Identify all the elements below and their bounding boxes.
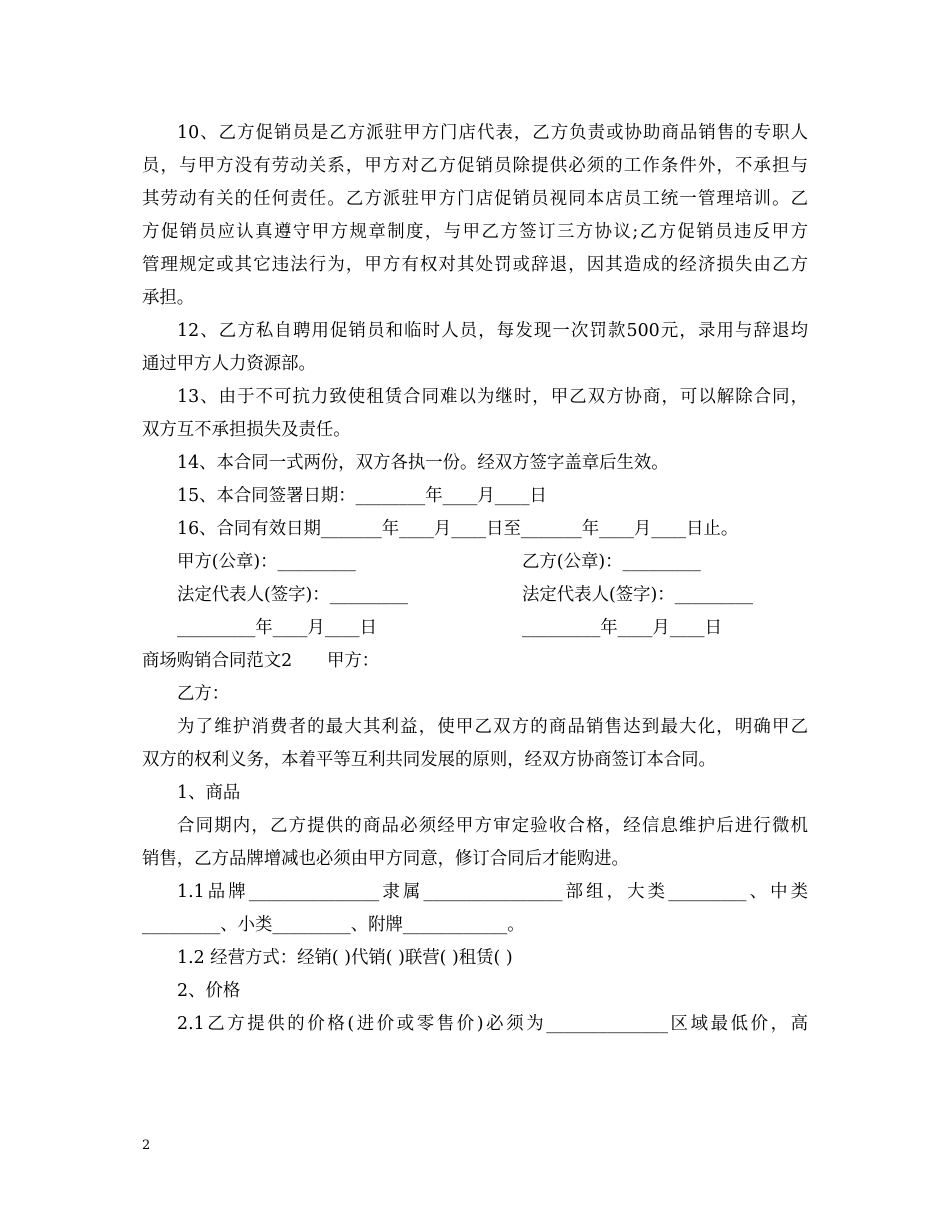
text-line: 12、乙方私自聘用促销员和临时人员，每发现一次罚款500元，录用与辞退均 [177,321,808,341]
legal-rep-b: 法定代表人(签字)：_________ [522,585,753,605]
text-line: 10、乙方促销员是乙方派驻甲方门店代表，乙方负责或协助商品销售的专职人 [177,123,808,143]
text-line: 通过甲方人力资源部。 [142,354,316,374]
text-line: 双方的权利义务，本着平等互利共同发展的原则，经双方协商签订本合同。 [142,750,716,770]
text-line: 管理规定或其它违法行为，甲方有权对其处罚或辞退，因其造成的经济损失由乙方 [142,255,808,275]
text-line: 1.2 经营方式：经销( )代销( )联营( )租赁( ) [177,948,513,968]
text-line: 14、本合同一式两份，双方各执一份。经双方签字盖章后生效。 [177,453,669,473]
text-line: 16、合同有效日期_______年____月____日至_______年____月____日止。 [177,519,739,539]
text-line: _________、小类_________、附牌____________。 [142,915,525,935]
text-line: 合同期内，乙方提供的商品必须经甲方审定验收合格，经信息维护后进行微机 [177,816,808,836]
text-line: 为了维护消费者的最大其利益，使甲乙双方的商品销售达到最大化，明确甲乙 [177,717,808,737]
date-b: _________年____月____日 [522,618,722,638]
clause-heading: 1、商品 [177,783,241,803]
signature-party-a: 甲方(公章)：_________ [177,552,356,572]
section-title: 商场购销合同范文2 甲方： [142,651,380,671]
text-line: 2.1乙方提供的价格(进价或零售价)必须为______________区域最低价，高 [177,1014,808,1034]
text-line: 方促销员应认真遵守甲方规章制度，与甲乙方签订三方协议;乙方促销员违反甲方 [142,222,808,242]
legal-rep-a: 法定代表人(签字)：_________ [177,585,408,605]
clause-heading: 2、价格 [177,981,241,1001]
text-line: 双方互不承担损失及责任。 [142,420,351,440]
text-line: 承担。 [142,288,195,308]
text-line: 13、由于不可抗力致使租赁合同难以为继时，甲乙双方协商，可以解除合同， [177,387,808,407]
text-line: 员，与甲方没有劳动关系，甲方对乙方促销员除提供必须的工作条件外，不承担与 [142,156,808,176]
text-line: 其劳动有关的任何责任。乙方派驻甲方门店促销员视同本店员工统一管理培训。乙 [142,189,808,209]
text-line: 乙方： [177,684,230,704]
page-number: 2 [142,1138,151,1153]
signature-party-b: 乙方(公章)：_________ [522,552,701,572]
text-line: 销售，乙方品牌增减也必须由甲方同意，修订合同后才能购进。 [142,849,629,869]
text-line: 15、本合同签署日期：________年____月____日 [177,486,547,506]
date-a: _________年____月____日 [177,618,377,638]
text-line: 1.1品牌_______________隶属________________部组，大类_________、中类 [177,882,808,902]
